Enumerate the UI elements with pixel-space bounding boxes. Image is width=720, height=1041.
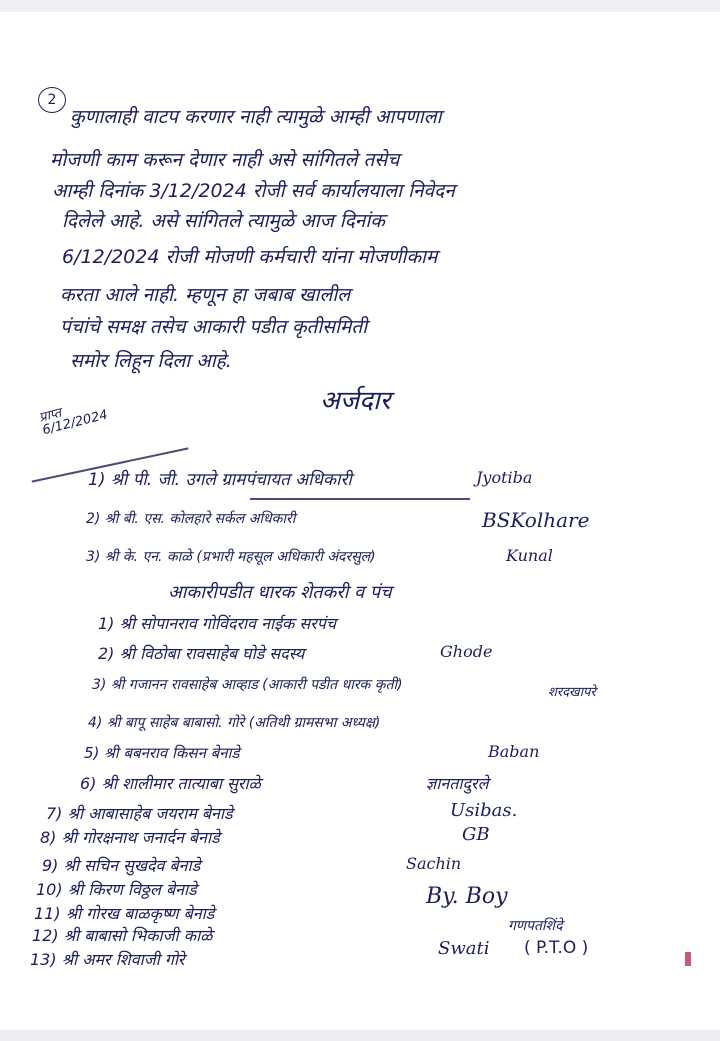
member-signature: Usibas. [450,800,518,821]
body-line: करता आले नाही. म्हणून हा जबाब खालील [60,284,351,306]
member-line: 13) श्री अमर शिवाजी गोरे [30,950,185,969]
body-line: कुणालाही वाटप करणार नाही त्यामुळे आम्ही आपणाला [70,106,442,128]
member-signature: ज्ञानतादुरले [426,774,489,793]
official-signature: BSKolhare [482,508,590,532]
handwritten-page [0,12,720,1030]
member-signature: Ghode [440,642,493,661]
member-line: 11) श्री गोरख बाळकृष्ण बेनाडे [34,904,215,923]
member-signature: GB [462,824,490,845]
member-line: 2) श्री विठोबा रावसाहेब घोडे सदस्य [98,644,305,663]
member-line: 12) श्री बाबासो भिकाजी काळे [32,926,213,945]
member-signature: By. Boy [426,884,508,909]
official-line: 2) श्री बी. एस. कोलहारे सर्कल अधिकारी [86,511,296,527]
bottom-band [0,1030,720,1041]
member-line: 7) श्री आबासाहेब जयराम बेनाडे [46,804,233,823]
member-signature: Swati [438,938,490,959]
official-signature: Kunal [506,546,553,565]
receipt-note: प्राप्त 6/12/2024 [37,405,110,439]
member-signature: Baban [488,742,540,761]
red-mark [685,952,691,966]
body-line: समोर लिहून दिला आहे. [70,350,232,372]
body-line: पंचांचे समक्ष तसेच आकारी पडीत कृतीसमिती [60,316,368,338]
member-signature: Sachin [406,854,462,873]
member-signature: शरदखापरे [548,685,596,700]
body-line: 6/12/2024 रोजी मोजणी कर्मचारी यांना मोजणीकाम [62,246,438,268]
body-line: मोजणी काम करून देणार नाही असे सांगितले तसेच [50,149,400,171]
official-underline [250,498,470,500]
official-signature: Jyotiba [476,468,533,487]
member-line: 8) श्री गोरक्षनाथ जनार्दन बेनाडे [40,828,220,847]
applicant-heading: अर्जदार [320,386,391,416]
body-line: दिलेले आहे. असे सांगितले त्यामुळे आज दिनांक [62,210,385,232]
member-line: 1) श्री सोपानराव गोविंदराव नाईक सरपंच [98,614,337,633]
official-line: 3) श्री के. एन. काळे (प्रभारी महसूल अधिकारी अंदरसुल) [86,549,376,565]
official-line: 1) श्री पी. जी. उगले ग्रामपंचायत अधिकारी [88,470,352,490]
member-line: 10) श्री किरण विठ्ठल बेनाडे [36,880,197,899]
top-band [0,0,720,12]
member-line: 5) श्री बबनराव किसन बेनाडे [84,744,240,762]
page-number: 2 [38,87,66,113]
pto-note: ( P.T.O ) [524,938,589,958]
member-line: 6) श्री शालीमार तात्याबा सुराळे [80,774,261,793]
member-line: 4) श्री बापू साहेब बाबासो. गोरे (अतिथी ग्रामसभा अध्यक्ष) [88,715,381,731]
member-signature: गणपतशिंदे [508,918,563,934]
member-line: 9) श्री सचिन सुखदेव बेनाडे [42,856,201,875]
member-line: 3) श्री गजानन रावसाहेब आव्हाड (आकारी पडीत धारक कृती) [92,677,403,693]
members-heading: आकारीपडीत धारक शेतकरी व पंच [168,582,392,603]
body-line: आम्ही दिनांक 3/12/2024 रोजी सर्व कार्यालयाला निवेदन [52,180,455,202]
